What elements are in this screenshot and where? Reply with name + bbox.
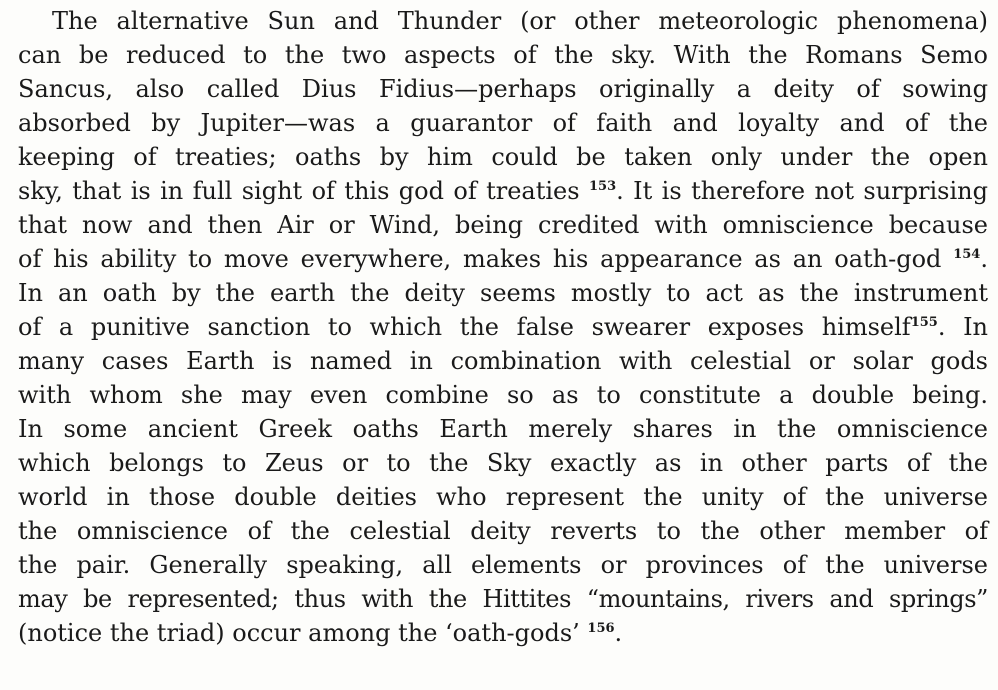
punctuation: . (616, 177, 634, 205)
text-line (18, 378, 988, 412)
text-line (18, 582, 988, 616)
text-line-content: absorbed by Jupiter—was a guarantor of faith and loyalty and of the (18, 109, 988, 137)
footnote-ref-153: 153 (588, 179, 617, 194)
text-line (18, 140, 988, 174)
text-line (18, 310, 988, 344)
punctuation: . (980, 245, 988, 273)
text-line-content: can be reduced to the two aspects of the sky. With the Romans Semo (18, 41, 988, 69)
text-line (18, 412, 988, 446)
text-line-content: the pair. Generally speaking, all elements or provinces of the universe (18, 551, 988, 579)
text-line-content: may be represented; thus with the Hittites “mountains, rivers and springs” (18, 585, 988, 613)
text-line-content: Sancus, also called Dius Fidius—perhaps originally a deity of sowing (18, 75, 988, 103)
punctuation: . (937, 313, 964, 341)
text-line (18, 344, 988, 378)
text-line (18, 276, 988, 310)
text-line (18, 446, 988, 480)
text-line (18, 106, 988, 140)
text-line-content: sky, that is in full sight of this god of treaties (18, 177, 580, 205)
text-line-content: The alternative Sun and Thunder (or other meteorologic phenomena) (52, 7, 988, 35)
text-line-content: It is therefore not surprising (633, 177, 988, 205)
text-line (18, 514, 988, 548)
text-line-content: many cases Earth is named in combination with celestial or solar gods (18, 347, 988, 375)
text-line (18, 72, 988, 106)
footnote-ref-154: 154 (953, 247, 981, 262)
text-line-content: In an oath by the earth the deity seems mostly to act as the instrument (18, 279, 988, 307)
text-line-content: world in those double deities who represent the unity of the universe (18, 483, 988, 511)
text-line (18, 480, 988, 514)
text-line (18, 38, 988, 72)
text-line (18, 616, 622, 650)
text-line-content: (notice the triad) occur among the ‘oath-gods’ (18, 619, 580, 647)
text-line (52, 4, 988, 38)
text-line-content: with whom she may even combine so as to constitute a double being. (18, 381, 988, 409)
footnote-ref-155: 155 (910, 315, 938, 330)
text-line (18, 208, 988, 242)
text-line-content: In some ancient Greek oaths Earth merely shares in the omniscience (18, 415, 988, 443)
text-line (18, 242, 988, 276)
text-line-content: the omniscience of the celestial deity reverts to the other member of (18, 517, 988, 545)
text-line-content: keeping of treaties; oaths by him could be taken only under the open (18, 143, 988, 171)
text-line-content: that now and then Air or Wind, being credited with omniscience because (18, 211, 988, 239)
text-line-content: which belongs to Zeus or to the Sky exactly as in other parts of the (18, 449, 988, 477)
text-line (18, 174, 988, 208)
text-line-content: of his ability to move everywhere, makes his appearance as an oath-god (18, 245, 942, 273)
footnote-ref-156: 156 (587, 621, 615, 636)
text-line-content: In (963, 313, 988, 341)
text-line-content: of a punitive sanction to which the false swearer exposes himself (18, 313, 911, 341)
text-line (18, 548, 988, 582)
punctuation: . (614, 619, 623, 647)
